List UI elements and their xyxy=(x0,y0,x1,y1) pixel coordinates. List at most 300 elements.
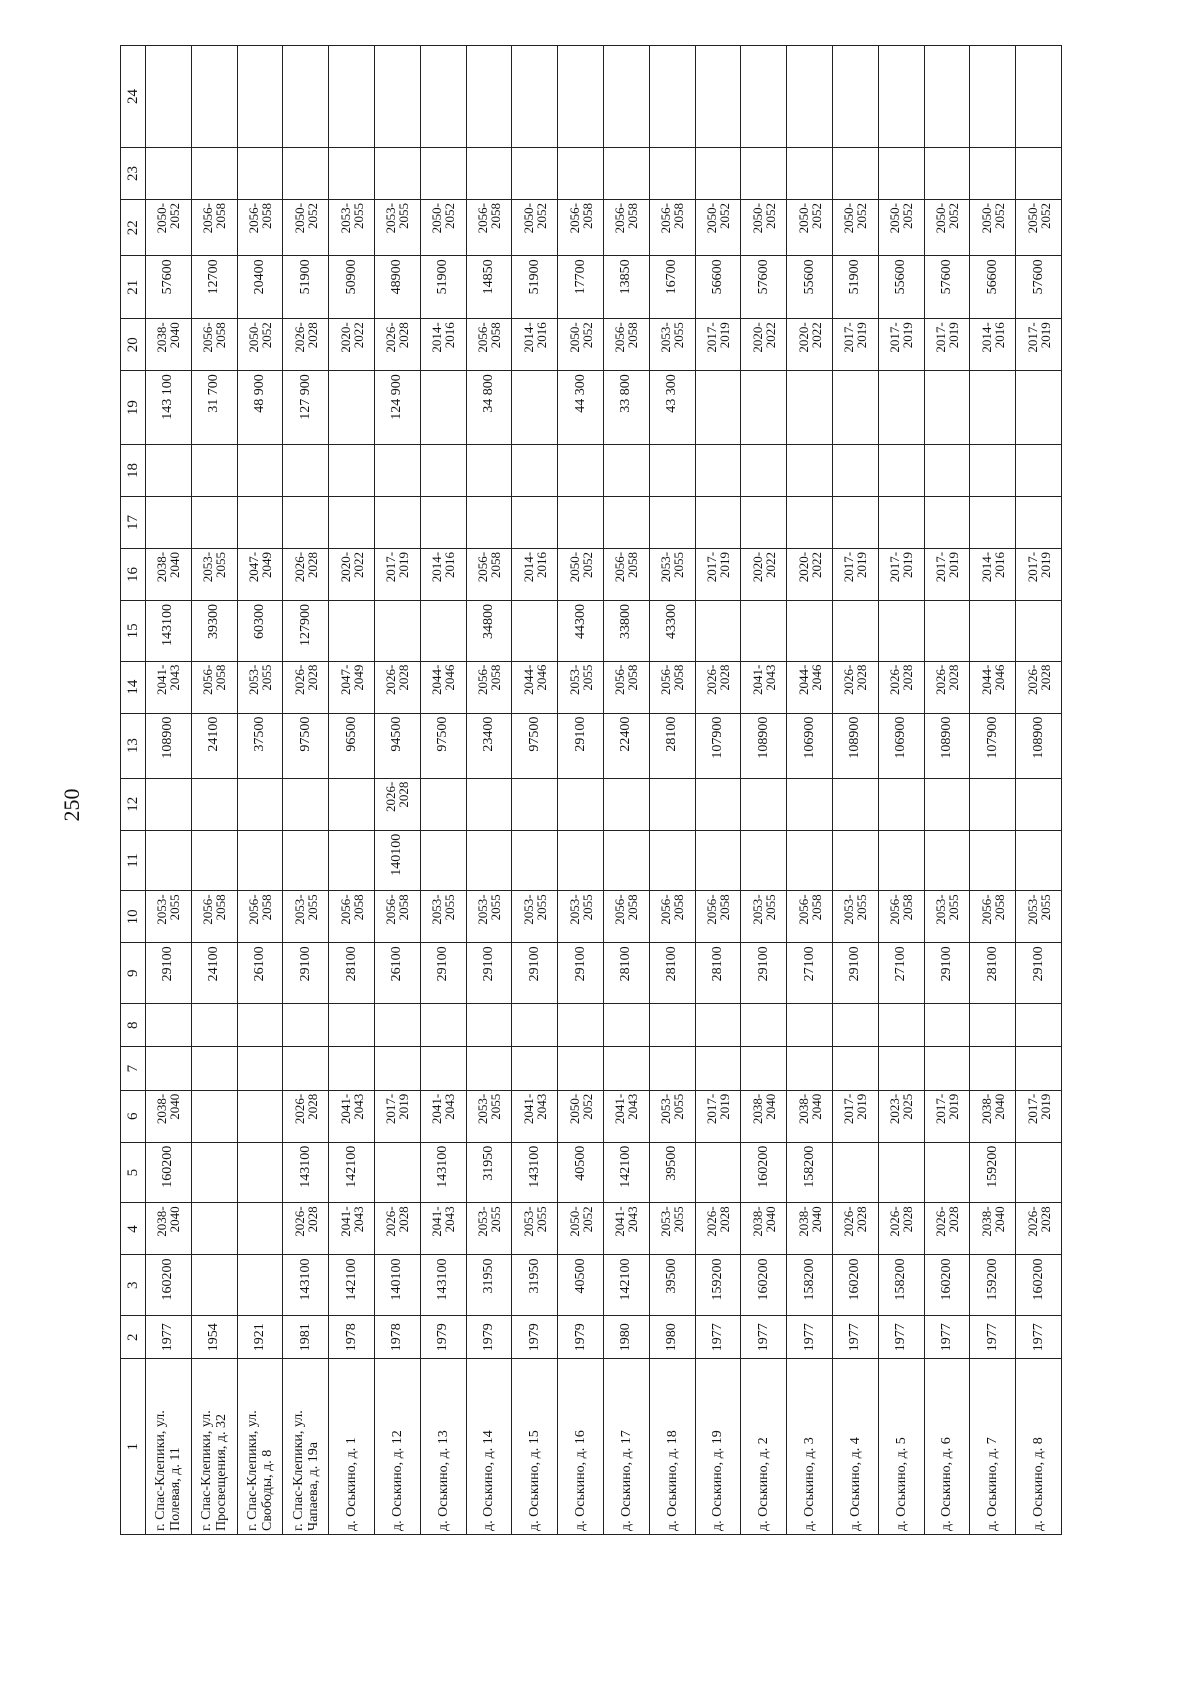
period-start: 2050- xyxy=(749,203,765,234)
period-end: 2043 xyxy=(762,664,778,691)
table-row xyxy=(970,46,1016,1535)
period-cell xyxy=(374,548,420,600)
empty-cell xyxy=(512,148,558,200)
period-end: 2055 xyxy=(945,894,961,921)
period-cell xyxy=(603,1090,649,1142)
empty-cell xyxy=(924,496,970,548)
value-cell: 31950 xyxy=(466,1142,512,1203)
period-cell xyxy=(695,661,741,713)
column-header: 13 xyxy=(121,713,146,778)
empty-cell xyxy=(603,830,649,891)
empty-cell xyxy=(329,830,375,891)
period-start: 2017- xyxy=(887,322,903,353)
empty-cell xyxy=(146,1047,192,1090)
value-cell: 28100 xyxy=(649,943,695,1004)
period-cell xyxy=(970,891,1016,943)
address-cell: д. Оськино, д. 6 xyxy=(924,1359,970,1535)
address-cell: д. Оськино, д. 16 xyxy=(558,1359,604,1535)
value-cell: 127 900 xyxy=(283,371,329,445)
value-cell: 51900 xyxy=(420,256,466,319)
year-cell: 1977 xyxy=(741,1316,787,1359)
empty-cell xyxy=(329,371,375,445)
empty-cell xyxy=(466,1047,512,1090)
period-cell xyxy=(283,319,329,371)
period-end: 2055 xyxy=(304,894,320,921)
period-end: 2028 xyxy=(304,551,320,578)
empty-cell xyxy=(649,496,695,548)
value-cell: 108900 xyxy=(1016,713,1062,778)
period-start: 2026- xyxy=(1024,664,1040,695)
period-end: 2019 xyxy=(854,551,870,578)
value-cell: 140100 xyxy=(374,830,420,891)
empty-cell xyxy=(466,444,512,496)
period-cell xyxy=(466,200,512,256)
period-cell xyxy=(237,319,283,371)
period-start: 2038- xyxy=(795,1093,811,1125)
period-start: 2038- xyxy=(749,1093,765,1125)
empty-cell xyxy=(146,1004,192,1047)
period-end: 2019 xyxy=(716,1093,732,1120)
period-cell xyxy=(374,1090,420,1142)
repair-schedule-table xyxy=(120,45,1062,1535)
period-cell xyxy=(741,661,787,713)
value-cell: 143100 xyxy=(283,1255,329,1316)
period-cell xyxy=(787,319,833,371)
empty-cell xyxy=(283,778,329,830)
period-start: 2053- xyxy=(841,894,857,925)
period-cell xyxy=(466,891,512,943)
empty-cell xyxy=(191,830,237,891)
period-cell xyxy=(512,661,558,713)
period-start: 2056- xyxy=(383,894,399,925)
period-end: 2058 xyxy=(213,322,229,349)
period-start: 2053- xyxy=(383,203,399,234)
period-start: 2056- xyxy=(887,894,903,925)
period-start: 2050- xyxy=(291,203,307,234)
empty-cell xyxy=(970,46,1016,148)
period-cell xyxy=(649,200,695,256)
period-cell xyxy=(924,891,970,943)
period-cell xyxy=(558,319,604,371)
period-end: 2028 xyxy=(396,664,412,691)
period-start: 2050- xyxy=(887,203,903,234)
empty-cell xyxy=(878,1142,924,1203)
period-cell xyxy=(603,319,649,371)
period-start: 2017- xyxy=(932,1093,948,1125)
period-end: 2058 xyxy=(671,203,687,230)
period-cell xyxy=(466,319,512,371)
empty-cell xyxy=(237,148,283,200)
period-cell xyxy=(603,891,649,943)
empty-cell xyxy=(649,148,695,200)
column-header: 24 xyxy=(121,46,146,148)
value-cell: 29100 xyxy=(283,943,329,1004)
column-header: 5 xyxy=(121,1142,146,1203)
period-start: 2053- xyxy=(1024,894,1040,925)
empty-cell xyxy=(695,371,741,445)
empty-cell xyxy=(924,46,970,148)
address-cell: д. Оськино, д. 15 xyxy=(512,1359,558,1535)
value-cell: 28100 xyxy=(695,943,741,1004)
period-end: 2040 xyxy=(167,1206,183,1233)
empty-cell xyxy=(1016,1047,1062,1090)
period-cell xyxy=(970,200,1016,256)
period-end: 2055 xyxy=(854,894,870,921)
period-end: 2058 xyxy=(487,203,503,230)
period-end: 2055 xyxy=(1037,894,1053,921)
empty-cell xyxy=(512,444,558,496)
period-start: 2020- xyxy=(749,551,765,583)
period-end: 2016 xyxy=(442,322,458,349)
empty-cell xyxy=(970,148,1016,200)
period-cell xyxy=(878,1203,924,1255)
period-cell xyxy=(237,200,283,256)
period-end: 2052 xyxy=(258,322,274,349)
year-cell: 1978 xyxy=(374,1316,420,1359)
period-start: 2017- xyxy=(932,551,948,583)
value-cell: 142100 xyxy=(603,1142,649,1203)
period-end: 2046 xyxy=(991,664,1007,691)
period-end: 2058 xyxy=(487,322,503,349)
column-header: 12 xyxy=(121,778,146,830)
empty-cell xyxy=(1016,496,1062,548)
period-end: 2028 xyxy=(945,1206,961,1233)
period-end: 2028 xyxy=(716,664,732,691)
period-start: 2041- xyxy=(429,1093,445,1125)
period-end: 2028 xyxy=(396,322,412,349)
period-end: 2040 xyxy=(808,1206,824,1233)
empty-cell xyxy=(283,496,329,548)
period-start: 2050- xyxy=(795,203,811,234)
period-end: 2055 xyxy=(213,551,229,578)
empty-cell xyxy=(146,778,192,830)
value-cell: 29100 xyxy=(832,943,878,1004)
empty-cell xyxy=(237,444,283,496)
period-end: 2022 xyxy=(762,551,778,578)
period-start: 2056- xyxy=(200,664,216,695)
column-header: 18 xyxy=(121,444,146,496)
empty-cell xyxy=(878,600,924,661)
period-end: 2019 xyxy=(396,1093,412,1120)
period-end: 2046 xyxy=(533,664,549,691)
period-start: 2050- xyxy=(520,203,536,234)
period-start: 2044- xyxy=(429,664,445,695)
value-cell: 160200 xyxy=(741,1255,787,1316)
period-end: 2058 xyxy=(625,894,641,921)
period-end: 2046 xyxy=(442,664,458,691)
period-start: 2041- xyxy=(749,664,765,695)
empty-cell xyxy=(695,1142,741,1203)
period-cell xyxy=(970,319,1016,371)
period-cell xyxy=(649,661,695,713)
value-cell: 57600 xyxy=(1016,256,1062,319)
value-cell: 160200 xyxy=(832,1255,878,1316)
period-cell xyxy=(695,1090,741,1142)
period-end: 2028 xyxy=(396,781,412,808)
period-end: 2052 xyxy=(579,322,595,349)
period-cell xyxy=(603,661,649,713)
period-start: 2017- xyxy=(383,551,399,583)
period-start: 2056- xyxy=(200,894,216,925)
empty-cell xyxy=(374,600,420,661)
address-cell: д. Оськино, д. 17 xyxy=(603,1359,649,1535)
empty-cell xyxy=(146,444,192,496)
period-cell xyxy=(374,319,420,371)
period-end: 2028 xyxy=(1037,664,1053,691)
value-cell: 60300 xyxy=(237,600,283,661)
period-start: 2056- xyxy=(337,894,353,925)
empty-cell xyxy=(924,444,970,496)
period-cell xyxy=(283,548,329,600)
period-start: 2026- xyxy=(887,664,903,695)
period-end: 2043 xyxy=(350,1206,366,1233)
empty-cell xyxy=(512,600,558,661)
period-end: 2022 xyxy=(350,322,366,349)
period-cell xyxy=(878,891,924,943)
period-end: 2028 xyxy=(900,1206,916,1233)
page-number: 250 xyxy=(59,788,84,822)
empty-cell xyxy=(970,496,1016,548)
empty-cell xyxy=(695,496,741,548)
empty-cell xyxy=(741,1047,787,1090)
period-cell xyxy=(146,1090,192,1142)
period-end: 2028 xyxy=(304,322,320,349)
period-start: 2014- xyxy=(978,551,994,583)
period-cell xyxy=(283,1203,329,1255)
empty-cell xyxy=(832,1047,878,1090)
period-cell xyxy=(787,1090,833,1142)
period-end: 2022 xyxy=(808,551,824,578)
period-end: 2058 xyxy=(716,894,732,921)
period-cell xyxy=(878,1090,924,1142)
period-end: 2049 xyxy=(258,551,274,578)
value-cell: 55600 xyxy=(878,256,924,319)
period-cell xyxy=(374,778,420,830)
period-cell xyxy=(237,661,283,713)
empty-cell xyxy=(603,46,649,148)
period-start: 2017- xyxy=(1024,551,1040,583)
period-start: 2056- xyxy=(200,322,216,353)
empty-cell xyxy=(191,1203,237,1255)
value-cell: 31 700 xyxy=(191,371,237,445)
period-start: 2053- xyxy=(658,551,674,583)
empty-cell xyxy=(191,1004,237,1047)
column-header: 23 xyxy=(121,148,146,200)
empty-cell xyxy=(924,778,970,830)
period-start: 2026- xyxy=(841,664,857,695)
period-cell xyxy=(741,319,787,371)
period-end: 2043 xyxy=(533,1093,549,1120)
period-cell xyxy=(970,548,1016,600)
value-cell: 33 800 xyxy=(603,371,649,445)
period-cell xyxy=(466,661,512,713)
year-cell: 1977 xyxy=(832,1316,878,1359)
empty-cell xyxy=(878,778,924,830)
period-cell xyxy=(558,200,604,256)
empty-cell xyxy=(237,496,283,548)
period-end: 2028 xyxy=(900,664,916,691)
period-cell xyxy=(741,891,787,943)
period-end: 2058 xyxy=(487,551,503,578)
address-cell: г. Спас-Клепики, ул. Полевая, д. 11 xyxy=(146,1359,192,1535)
period-start: 2020- xyxy=(337,551,353,583)
period-cell xyxy=(832,548,878,600)
period-start: 2017- xyxy=(887,551,903,583)
empty-cell xyxy=(512,1004,558,1047)
period-start: 2020- xyxy=(337,322,353,353)
value-cell: 140100 xyxy=(374,1255,420,1316)
value-cell: 16700 xyxy=(649,256,695,319)
period-end: 2058 xyxy=(900,894,916,921)
empty-cell xyxy=(374,1004,420,1047)
empty-cell xyxy=(558,1004,604,1047)
value-cell: 143100 xyxy=(283,1142,329,1203)
period-cell xyxy=(512,548,558,600)
period-cell xyxy=(512,891,558,943)
year-cell: 1980 xyxy=(603,1316,649,1359)
empty-cell xyxy=(924,1142,970,1203)
period-end: 2040 xyxy=(167,1093,183,1120)
year-cell: 1977 xyxy=(1016,1316,1062,1359)
empty-cell xyxy=(466,46,512,148)
period-cell xyxy=(146,319,192,371)
value-cell: 108900 xyxy=(832,713,878,778)
empty-cell xyxy=(878,496,924,548)
empty-cell xyxy=(695,444,741,496)
value-cell: 159200 xyxy=(970,1142,1016,1203)
empty-cell xyxy=(695,600,741,661)
column-header: 15 xyxy=(121,600,146,661)
empty-cell xyxy=(603,444,649,496)
column-header: 21 xyxy=(121,256,146,319)
period-start: 2056- xyxy=(612,551,628,583)
empty-cell xyxy=(649,778,695,830)
empty-cell xyxy=(558,830,604,891)
period-start: 2026- xyxy=(932,1206,948,1237)
period-cell xyxy=(878,200,924,256)
period-cell xyxy=(329,1090,375,1142)
period-end: 2022 xyxy=(808,322,824,349)
period-cell xyxy=(924,661,970,713)
period-end: 2058 xyxy=(213,894,229,921)
empty-cell xyxy=(970,1047,1016,1090)
period-start: 2026- xyxy=(932,664,948,695)
year-cell: 1980 xyxy=(649,1316,695,1359)
empty-cell xyxy=(558,778,604,830)
period-cell xyxy=(191,319,237,371)
empty-cell xyxy=(512,830,558,891)
period-cell xyxy=(237,548,283,600)
empty-cell xyxy=(512,46,558,148)
period-end: 2055 xyxy=(533,1206,549,1233)
period-cell xyxy=(741,200,787,256)
empty-cell xyxy=(283,830,329,891)
header-row xyxy=(121,46,146,1535)
period-cell xyxy=(832,1090,878,1142)
period-start: 2017- xyxy=(383,1093,399,1125)
empty-cell xyxy=(374,148,420,200)
table-row xyxy=(832,46,878,1535)
period-start: 2053- xyxy=(658,1206,674,1237)
period-cell xyxy=(1016,661,1062,713)
period-start: 2041- xyxy=(429,1206,445,1237)
period-cell xyxy=(283,200,329,256)
period-end: 2058 xyxy=(258,203,274,230)
empty-cell xyxy=(146,830,192,891)
empty-cell xyxy=(603,148,649,200)
empty-cell xyxy=(420,1047,466,1090)
empty-cell xyxy=(695,1047,741,1090)
empty-cell xyxy=(1016,148,1062,200)
empty-cell xyxy=(649,46,695,148)
period-end: 2025 xyxy=(900,1093,916,1120)
period-end: 2019 xyxy=(900,322,916,349)
empty-cell xyxy=(191,778,237,830)
period-cell xyxy=(191,200,237,256)
empty-cell xyxy=(878,46,924,148)
period-cell xyxy=(787,200,833,256)
address-cell: г. Спас-Клепики, ул. Просвещения, д. 32 xyxy=(191,1359,237,1535)
period-end: 2058 xyxy=(213,664,229,691)
table-row xyxy=(512,46,558,1535)
empty-cell xyxy=(649,1047,695,1090)
empty-cell xyxy=(832,444,878,496)
column-header: 9 xyxy=(121,943,146,1004)
empty-cell xyxy=(558,444,604,496)
period-cell xyxy=(924,548,970,600)
empty-cell xyxy=(741,371,787,445)
period-cell xyxy=(558,891,604,943)
value-cell: 48900 xyxy=(374,256,420,319)
value-cell: 56600 xyxy=(695,256,741,319)
period-start: 2014- xyxy=(429,322,445,353)
period-start: 2026- xyxy=(841,1206,857,1237)
empty-cell xyxy=(924,830,970,891)
empty-cell xyxy=(466,778,512,830)
period-start: 2053- xyxy=(474,894,490,925)
year-cell: 1979 xyxy=(512,1316,558,1359)
empty-cell xyxy=(237,1255,283,1316)
value-cell: 160200 xyxy=(146,1255,192,1316)
period-end: 2016 xyxy=(991,322,1007,349)
value-cell: 29100 xyxy=(420,943,466,1004)
period-start: 2017- xyxy=(703,551,719,583)
empty-cell xyxy=(970,600,1016,661)
address-cell: д. Оськино, д. 7 xyxy=(970,1359,1016,1535)
address-cell: д. Оськино, д. 18 xyxy=(649,1359,695,1535)
period-end: 2058 xyxy=(671,664,687,691)
value-cell: 107900 xyxy=(970,713,1016,778)
period-end: 2058 xyxy=(671,894,687,921)
value-cell: 97500 xyxy=(512,713,558,778)
value-cell: 127900 xyxy=(283,600,329,661)
period-start: 2053- xyxy=(749,894,765,925)
period-start: 2038- xyxy=(795,1206,811,1237)
period-end: 2055 xyxy=(487,1206,503,1233)
address-cell: г. Спас-Клепики, ул. Чапаева, д. 19а xyxy=(283,1359,329,1535)
empty-cell xyxy=(191,1090,237,1142)
empty-cell xyxy=(237,1004,283,1047)
value-cell: 43 300 xyxy=(649,371,695,445)
value-cell: 29100 xyxy=(466,943,512,1004)
period-start: 2056- xyxy=(658,664,674,695)
period-end: 2019 xyxy=(1037,322,1053,349)
empty-cell xyxy=(283,148,329,200)
period-start: 2053- xyxy=(245,664,261,695)
empty-cell xyxy=(191,444,237,496)
empty-cell xyxy=(970,830,1016,891)
value-cell: 26100 xyxy=(237,943,283,1004)
